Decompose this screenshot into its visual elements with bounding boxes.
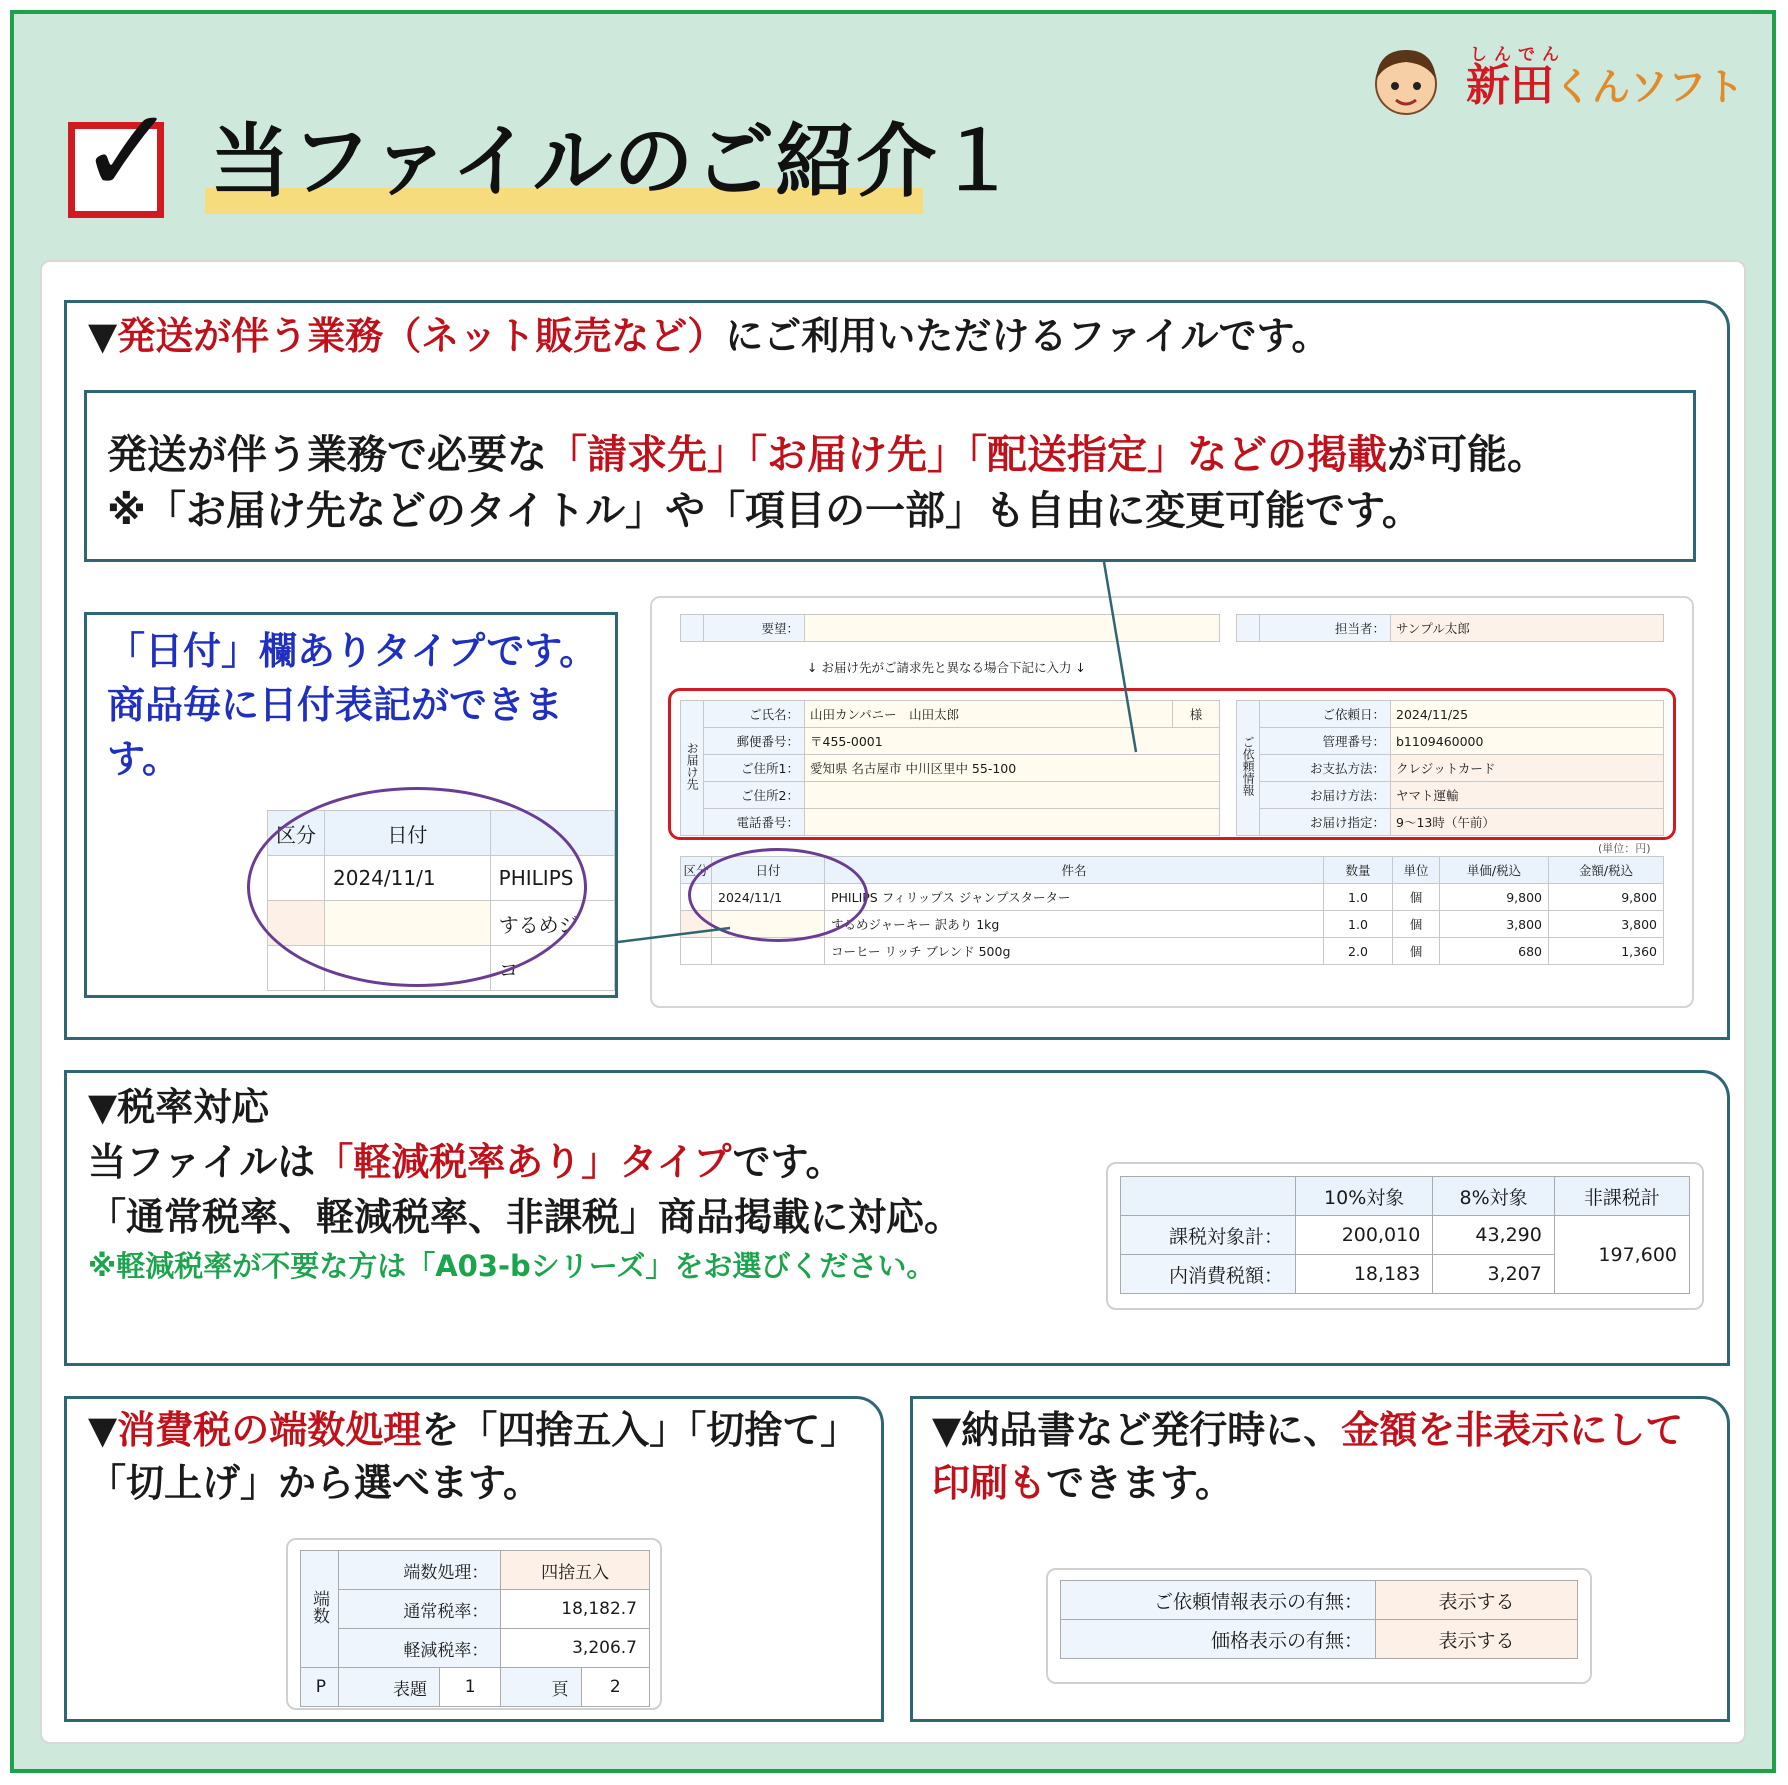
print-highlight: 金額を非表示にして印刷も — [932, 1408, 1684, 1506]
rounding-value: 四捨五入 — [501, 1551, 650, 1590]
zoom-date: 2024/11/1 — [325, 856, 491, 901]
staff-value: サンプル太郎 — [1391, 615, 1664, 642]
items-header: 件名 — [825, 857, 1324, 884]
tax-note: ※軽減税率が不要な方は「A03-bシリーズ」をお選びください。 — [88, 1249, 936, 1283]
rounding-table — [300, 1550, 650, 1707]
staff-row — [1236, 614, 1664, 642]
delivery-value — [805, 809, 1220, 836]
page-value: 2 — [581, 1668, 649, 1707]
request-info-label: 管理番号： — [1260, 728, 1391, 755]
request-display-value[interactable]: 表示する — [1376, 1581, 1578, 1620]
delivery-label: 電話番号： — [704, 809, 805, 836]
zoom-item: PHILIPS — [490, 856, 614, 901]
logo-text — [1466, 62, 1744, 110]
zoom-header-date: 日付 — [325, 811, 491, 856]
request-side-text: ご依頼情報 — [1241, 735, 1256, 796]
heading-highlight: 発送が伴う業務（ネット販売など） — [117, 314, 726, 358]
cover-label: 表題 — [339, 1668, 440, 1707]
zoom-highlight-ellipse — [247, 787, 587, 987]
print-rest: できます。 — [1046, 1461, 1233, 1506]
zoom-item: するめジ — [490, 901, 614, 946]
request-info-value: ヤマト運輸 — [1391, 782, 1664, 809]
request-info-value: 2024/11/25 — [1391, 701, 1664, 728]
item-price: 9,800 — [1440, 884, 1549, 911]
request-info-value: b1109460000 — [1391, 728, 1664, 755]
request-info-value: 9～13時（午前） — [1391, 809, 1664, 836]
reduced-tax-value: 3,206.7 — [501, 1629, 650, 1668]
request-info-label: ご依頼日： — [1260, 701, 1391, 728]
request-info-label: お届け指定： — [1260, 809, 1391, 836]
logo-name-part1: 新田 — [1466, 60, 1554, 111]
section-shipping-heading — [88, 310, 1329, 363]
checkmark-icon: ✓ — [78, 82, 177, 220]
shipping-description-box — [84, 390, 1696, 562]
tax-value: 43,290 — [1433, 1216, 1555, 1255]
nontax-total: 197,600 — [1554, 1216, 1689, 1294]
request-side-label — [1237, 701, 1260, 836]
item-amount: 1,360 — [1549, 938, 1664, 965]
page-title: 当ファイルのご紹介１ — [210, 115, 1019, 208]
delivery-label: ご氏名： — [704, 701, 805, 728]
item-unit: 個 — [1393, 938, 1440, 965]
item-name: コーヒー リッチ ブレンド 500g — [825, 938, 1324, 965]
table-row — [681, 938, 1664, 965]
page-p-label: P — [301, 1668, 339, 1707]
tax-line-1-text: 当ファイルは — [88, 1140, 316, 1185]
item-price: 3,800 — [1440, 911, 1549, 938]
item-name: するめジャーキー 訳あり 1kg — [825, 911, 1324, 938]
price-display-value[interactable]: 表示する — [1376, 1620, 1578, 1659]
delivery-table — [680, 700, 1220, 836]
display-settings-table — [1060, 1580, 1578, 1659]
tax-table — [1120, 1176, 1690, 1294]
date-highlight-ellipse — [688, 848, 868, 942]
zoom-header-kubun: 区分 — [268, 811, 325, 856]
request-display-label: ご依頼情報表示の有無： — [1061, 1581, 1376, 1620]
tax-header — [1121, 1177, 1296, 1216]
heading-rest: にご利用いただけるファイルです。 — [725, 314, 1330, 358]
rounding-label: 端数処理： — [339, 1551, 501, 1590]
normal-tax-value: 18,182.7 — [501, 1590, 650, 1629]
tax-heading: ▼税率対応 — [88, 1085, 270, 1129]
item-amount: 3,800 — [1549, 911, 1664, 938]
delivery-value: 愛知県 名古屋市 中川区里中 55-100 — [805, 755, 1220, 782]
tax-line-1-end: です。 — [732, 1140, 844, 1185]
reduced-tax-label: 軽減税率： — [339, 1629, 501, 1668]
request-row — [680, 614, 1220, 642]
unit-note: (単位：円) — [1598, 842, 1651, 855]
date-column-note-box — [84, 612, 618, 998]
item-unit: 個 — [1393, 884, 1440, 911]
staff-label: 担当者： — [1260, 615, 1391, 642]
description-line-1 — [107, 423, 1547, 480]
print-description — [932, 1404, 1712, 1510]
delivery-value — [805, 782, 1220, 809]
print-text: ▼納品書など発行時に、 — [932, 1408, 1342, 1452]
request-label: 要望： — [704, 615, 805, 642]
tax-header: 10%対象 — [1296, 1177, 1433, 1216]
item-date: 2024/11/1 — [712, 884, 825, 911]
rounding-rest: を「四捨五入」「切捨て」「切上げ」から選べます。 — [88, 1408, 859, 1506]
tax-header: 8%対象 — [1433, 1177, 1555, 1216]
description-text: 発送が伴う業務で必要な — [107, 432, 547, 478]
price-display-label: 価格表示の有無： — [1061, 1620, 1376, 1659]
items-header: 単位 — [1393, 857, 1440, 884]
normal-tax-label: 通常税率： — [339, 1590, 501, 1629]
page-label: 頁 — [501, 1668, 581, 1707]
delivery-value: 〒455-0001 — [805, 728, 1220, 755]
description-highlight: 「請求先」「お届け先」「配送指定」などの掲載 — [547, 432, 1387, 478]
date-column-note: 「日付」欄ありタイプです。商品毎に日付表記ができます。 — [107, 629, 598, 781]
description-text-end: が可能。 — [1387, 432, 1547, 478]
request-value — [805, 615, 1220, 642]
tax-row-label: 内消費税額： — [1121, 1255, 1296, 1294]
item-qty: 2.0 — [1324, 938, 1393, 965]
items-header: 金額/税込 — [1549, 857, 1664, 884]
item-name: PHILIPS フィリップス ジャンプスターター — [825, 884, 1324, 911]
items-header: 日付 — [712, 857, 825, 884]
rounding-marker: ▼ — [88, 1408, 118, 1452]
items-header: 数量 — [1324, 857, 1393, 884]
rounding-highlight: 消費税の端数処理 — [117, 1408, 422, 1452]
item-qty: 1.0 — [1324, 911, 1393, 938]
item-kubun — [681, 938, 712, 965]
form-screenshot — [650, 596, 1694, 1008]
cover-value: 1 — [440, 1668, 501, 1707]
side-cell — [1237, 615, 1260, 642]
delivery-label: 郵便番号： — [704, 728, 805, 755]
tax-header: 非課税計 — [1554, 1177, 1689, 1216]
item-unit: 個 — [1393, 911, 1440, 938]
tax-value: 200,010 — [1296, 1216, 1433, 1255]
logo-ruby: しんでん — [1470, 45, 1566, 65]
request-info-value: クレジットカード — [1391, 755, 1664, 782]
rounding-side-label — [301, 1551, 339, 1668]
honorific: 様 — [1173, 701, 1220, 728]
delivery-label: ご住所1： — [704, 755, 805, 782]
item-qty: 1.0 — [1324, 884, 1393, 911]
tax-row-label: 課税対象計： — [1121, 1216, 1296, 1255]
rounding-description — [88, 1404, 868, 1510]
tax-value: 18,183 — [1296, 1255, 1433, 1294]
delivery-label: ご住所2： — [704, 782, 805, 809]
zoom-item: コ — [490, 946, 614, 991]
tax-line-2: 「通常税率、軽減税率、非課税」商品掲載に対応。 — [88, 1195, 963, 1240]
side-cell — [681, 615, 704, 642]
delivery-side-text: お届け先 — [685, 741, 700, 790]
items-header: 区分 — [681, 857, 712, 884]
item-price: 680 — [1440, 938, 1549, 965]
items-header: 単価/税込 — [1440, 857, 1549, 884]
request-info-label: お支払方法： — [1260, 755, 1391, 782]
delivery-value: 山田カンパニー 山田太郎 — [805, 701, 1173, 728]
heading-marker: ▼ — [88, 314, 118, 358]
item-amount: 9,800 — [1549, 884, 1664, 911]
logo-face-icon — [1368, 42, 1444, 118]
description-line-2: ※「お届け先などのタイトル」や「項目の一部」も自由に変更可能です。 — [107, 488, 1422, 534]
delivery-side-label — [681, 701, 704, 836]
tax-value: 3,207 — [1433, 1255, 1555, 1294]
request-info-table — [1236, 700, 1664, 836]
request-info-label: お届け方法： — [1260, 782, 1391, 809]
rounding-side-text: 端数 — [309, 1589, 329, 1624]
delivery-notice: ↓ お届け先がご請求先と異なる場合下記に入力 ↓ — [807, 660, 1086, 675]
tax-description — [88, 1080, 962, 1245]
tax-line-1 — [88, 1135, 962, 1190]
tax-type-highlight: 「軽減税率あり」タイプ — [315, 1140, 733, 1185]
logo-name-part2: くんソフト — [1554, 65, 1745, 109]
